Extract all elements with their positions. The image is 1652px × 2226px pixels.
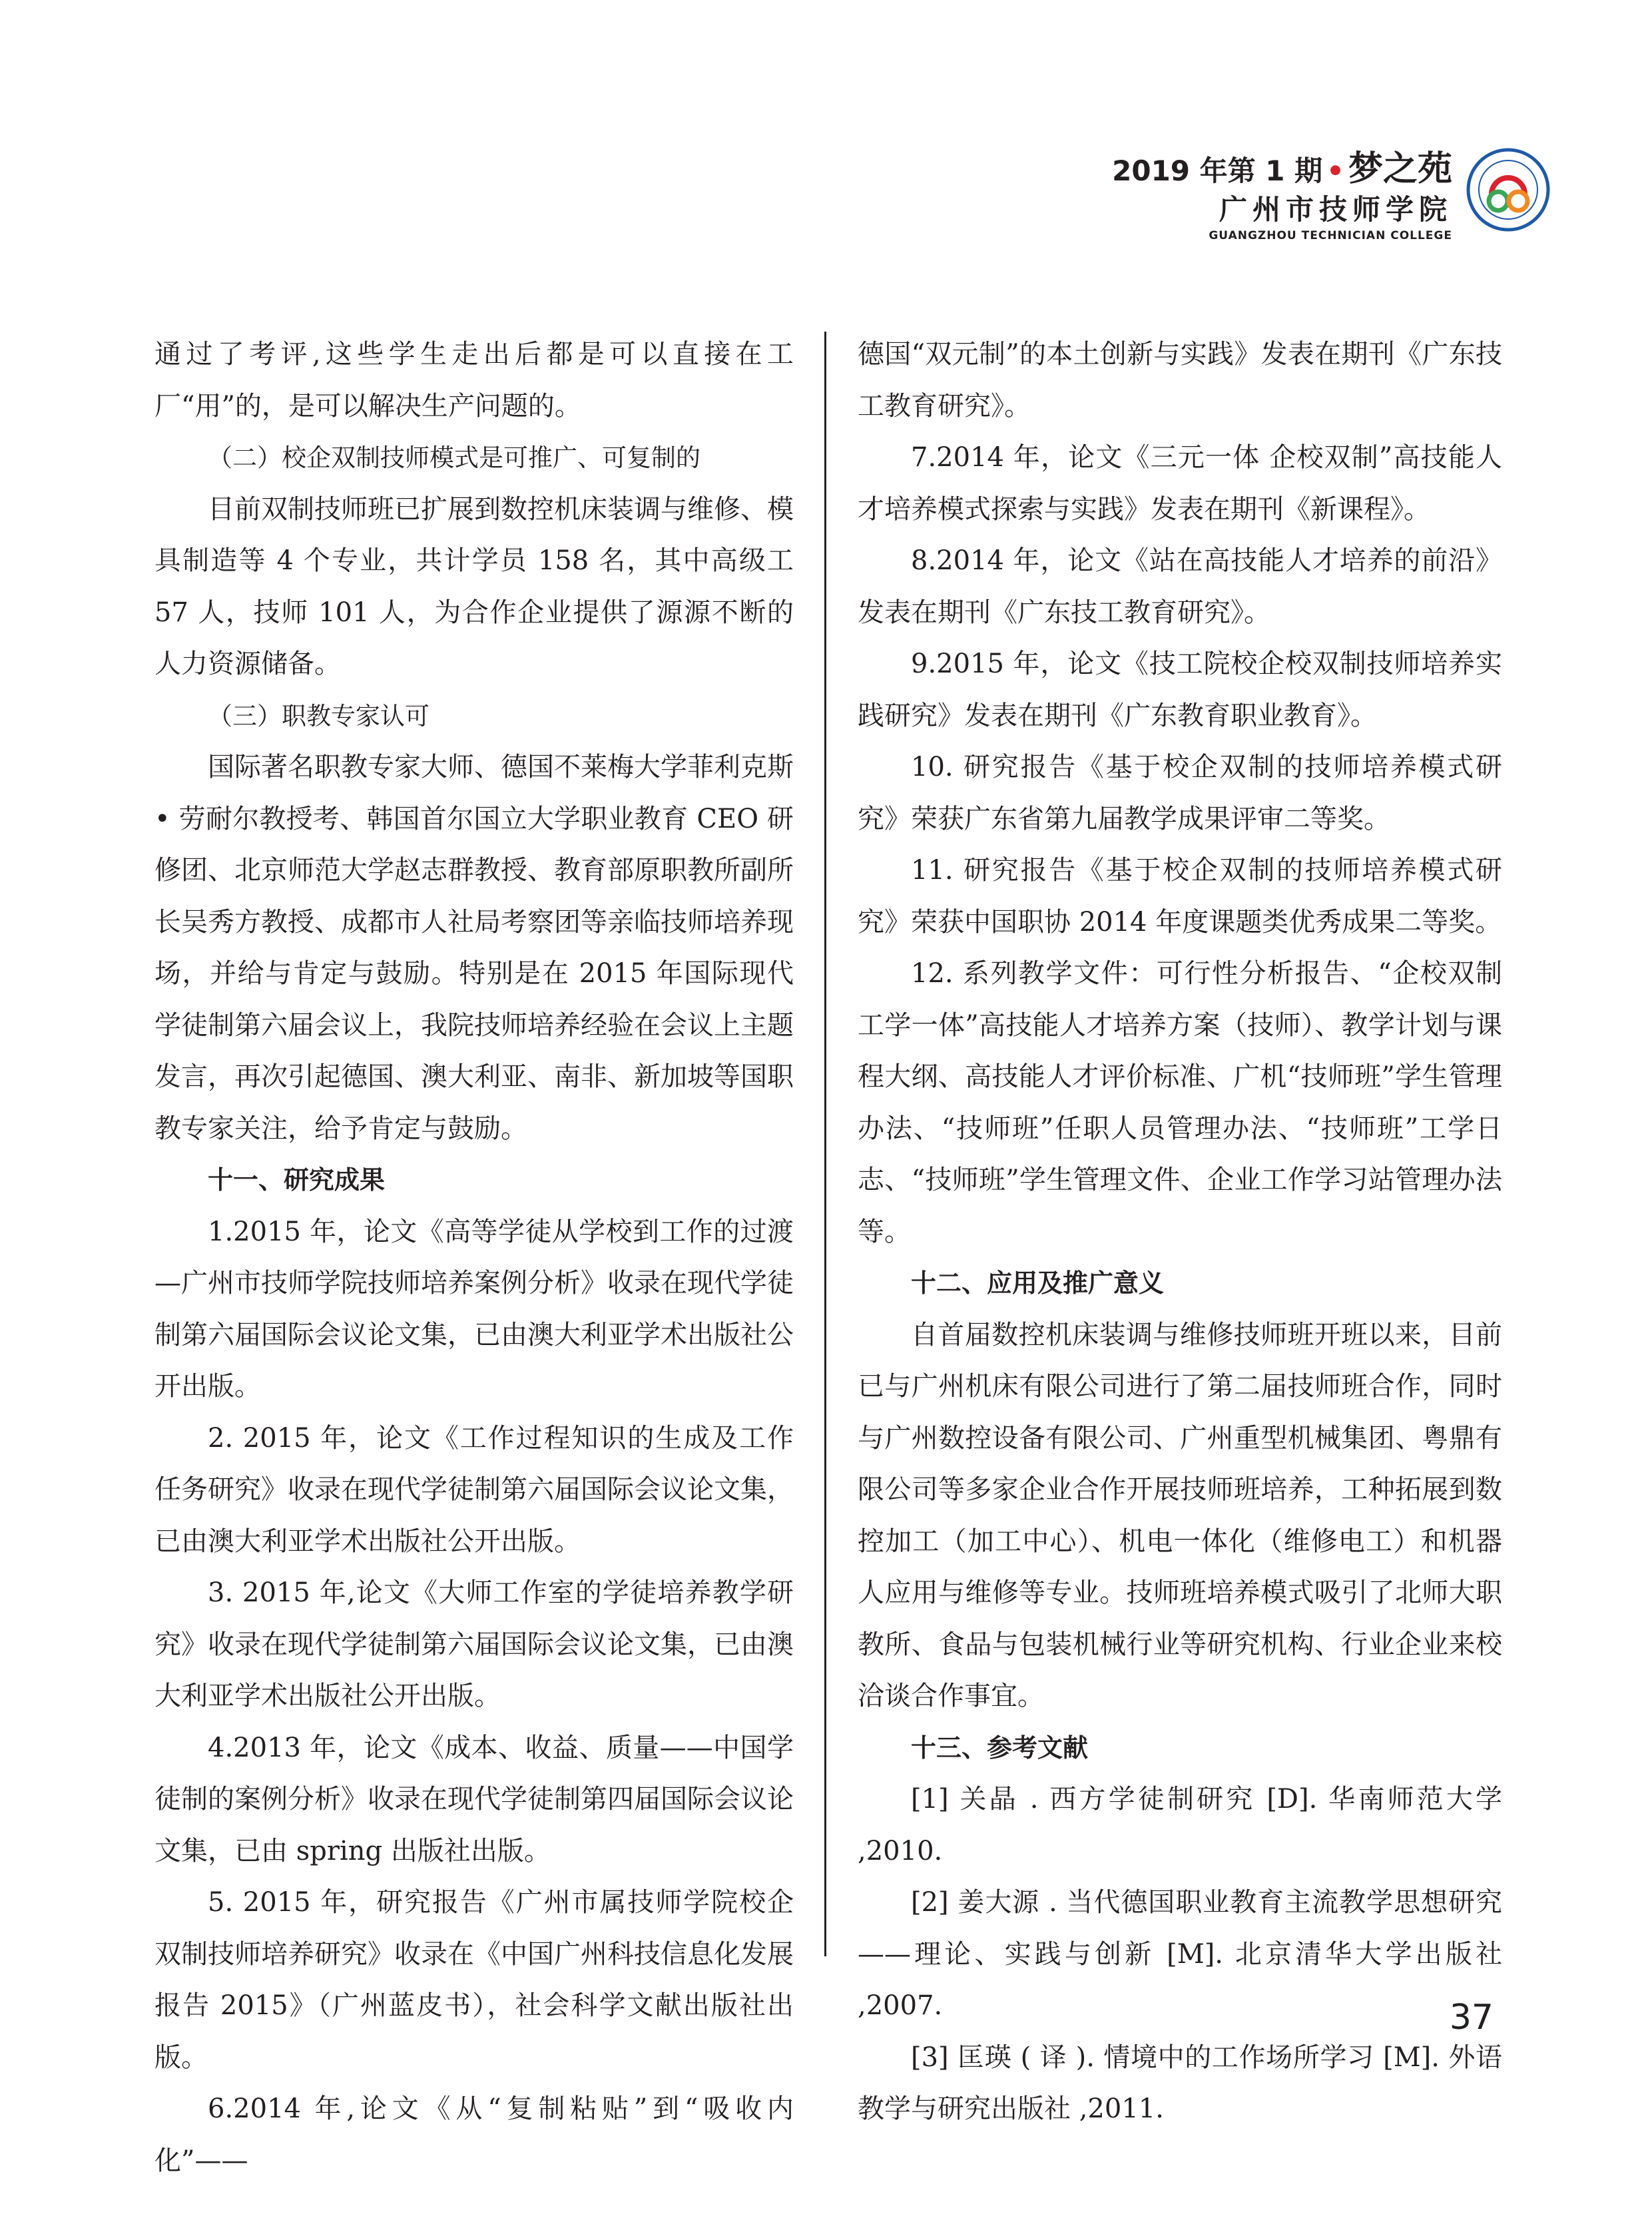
section-heading: 十三、参考文献 <box>911 1733 1089 1763</box>
list-item: 11. 研究报告《基于校企双制的技师培养模式研究》荣获中国职协 2014 年度课题类优秀成果二等奖。 <box>858 855 1502 938</box>
issue-label: 2019 年第 1 期 <box>1112 154 1323 187</box>
paragraph: 通过了考评,这些学生走出后都是可以直接在工厂“用”的，是可以解决生产问题的。 <box>154 339 794 421</box>
right-column <box>858 329 1502 2135</box>
list-item: 8.2014 年，论文《站在高技能人才培养的前沿》发表在期刊《广东技工教育研究》。 <box>858 545 1502 628</box>
paragraph: 德国“双元制”的本土创新与实践》发表在期刊《广东技工教育研究》。 <box>858 339 1502 421</box>
list-item: 10. 研究报告《基于校企双制的技师培养模式研究》荣获广东省第九届教学成果评审二等奖。 <box>858 752 1502 834</box>
college-logo-icon <box>1465 146 1551 233</box>
left-column <box>154 329 794 2187</box>
college-name-en: GUANGZHOU TECHNICIAN COLLEGE <box>1209 229 1452 242</box>
reference-item: [1] 关晶 . 西方学徒制研究 [D]. 华南师范大学 ,2010. <box>858 1784 1502 1866</box>
subheading: （三）职教专家认可 <box>208 701 429 730</box>
list-item: 6.2014 年,论文《从“复制粘贴”到“吸收内化”—— <box>154 2093 794 2176</box>
paragraph: 目前双制技师班已扩展到数控机床装调与维修、模具制造等 4 个专业，共计学员 158 名，其中高级工 57 人，技师 101 人，为合作企业提供了源源不断的人力资源储备。 <box>154 493 794 679</box>
list-item: 1.2015 年，论文《高等学徒从学校到工作的过渡—广州市技师学院技师培养案例分析》收录在现代学徒制第六届国际会议论文集，已由澳大利亚学术出版社公开出版。 <box>154 1216 794 1402</box>
college-name-cn: 广州市技师学院 <box>1219 193 1452 226</box>
column-divider <box>824 332 826 1956</box>
list-item: 2. 2015 年，论文《工作过程知识的生成及工作任务研究》收录在现代学徒制第六届国际会议论文集，已由澳大利亚学术出版社公开出版。 <box>154 1422 794 1557</box>
subheading: （二）校企双制技师模式是可推广、可复制的 <box>208 443 700 472</box>
section-heading: 十一、研究成果 <box>208 1165 386 1195</box>
list-item: 3. 2015 年,论文《大师工作室的学徒培养教学研究》收录在现代学徒制第六届国际会议论文集，已由澳大利亚学术出版社公开出版。 <box>154 1577 794 1711</box>
issue-line <box>1112 149 1452 189</box>
page-number: 37 <box>1449 1998 1494 2038</box>
list-item: 5. 2015 年，研究报告《广州市属技师学院校企双制技师培养研究》收录在《中国广州科技信息化发展报告 2015》（广州蓝皮书），社会科学文献出版社出版。 <box>154 1887 794 2073</box>
list-item: 4.2013 年，论文《成本、收益、质量——中国学徒制的案例分析》收录在现代学徒制第四届国际会议论文集，已由 spring 出版社出版。 <box>154 1732 794 1866</box>
separator-dot: • <box>1326 154 1344 187</box>
reference-item: [3] 匡瑛 ( 译 ). 情境中的工作场所学习 [M]. 外语教学与研究出版社 ,2011. <box>858 2042 1502 2124</box>
paragraph: 自首届数控机床装调与维修技师班开班以来，目前已与广州机床有限公司进行了第二届技师班合作，同时与广州数控设备有限公司、广州重型机械集团、粤鼎有限公司等多家企业合作开展技师班培养，工种拓展到数控加工（加工中心）、机电一体化（维修电工）和机器人应用与维修等专业。技师班培养模式吸引了北师大职教所、食品与包装机械行业等研究机构、行业企业来校洽谈合作事宜。 <box>858 1319 1502 1711</box>
magazine-name: 梦之苑 <box>1348 149 1452 189</box>
reference-item: [2] 姜大源 . 当代德国职业教育主流教学思想研究——理论、实践与创新 [M]. 北京清华大学出版社 ,2007. <box>858 1887 1502 2021</box>
list-item: 9.2015 年，论文《技工院校企校双制技师培养实践研究》发表在期刊《广东教育职业教育》。 <box>858 649 1502 731</box>
section-heading: 十二、应用及推广意义 <box>911 1268 1165 1298</box>
list-item: 12. 系列教学文件：可行性分析报告、“企校双制工学一体”高技能人才培养方案（技师）、教学计划与课程大纲、高技能人才评价标准、广机“技师班”学生管理办法、“技师班”任职人员管理办法、“技师班”工学日志、“技师班”学生管理文件、企业工作学习站管理办法等。 <box>858 958 1502 1247</box>
paragraph: 国际著名职教专家大师、德国不莱梅大学菲利克斯 • 劳耐尔教授考、韩国首尔国立大学职业教育 CEO 研修团、北京师范大学赵志群教授、教育部原职教所副所长吴秀方教授、成都市人社局考察团等亲临技师培养现场，并给与肯定与鼓励。特别是在 2015 年国际现代学徒制第六届会议上，我院技师培养经验在会议上主题发言，再次引起德国、澳大利亚、南非、新加坡等国职教专家关注，给予肯定与鼓励。 <box>154 752 794 1144</box>
list-item: 7.2014 年，论文《三元一体 企校双制”高技能人才培养模式探索与实践》发表在期刊《新课程》。 <box>858 442 1502 525</box>
running-header <box>1112 149 1452 243</box>
